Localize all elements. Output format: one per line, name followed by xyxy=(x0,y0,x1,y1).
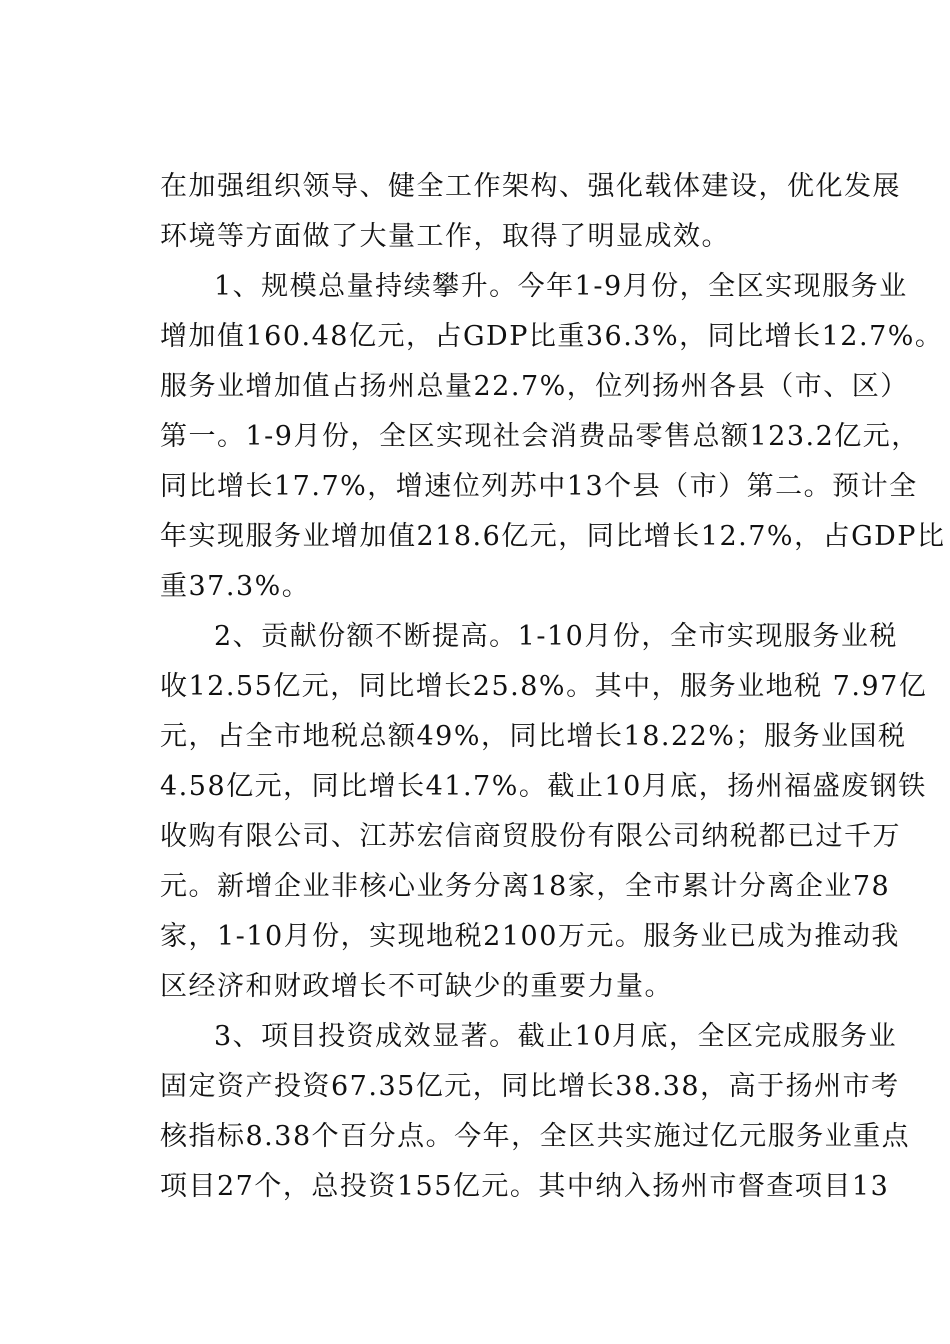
text-line: 环境等方面做了大量工作，取得了明显成效。 xyxy=(160,221,730,252)
text-line: 元，占全市地税总额49%，同比增长18.22%；服务业国税 xyxy=(160,721,907,752)
text-line: 核指标8.38个百分点。今年，全区共实施过亿元服务业重点 xyxy=(160,1121,911,1152)
text-line: 家，1-10月份，实现地税2100万元。服务业已成为推动我 xyxy=(160,921,900,952)
document-body xyxy=(160,162,946,1212)
text-line: 收购有限公司、江苏宏信商贸股份有限公司纳税都已过千万 xyxy=(160,821,901,852)
text-line: 元。新增企业非核心业务分离18家，全市累计分离企业78 xyxy=(160,871,891,902)
text-line: 第一。1-9月份，全区实现社会消费品零售总额123.2亿元， xyxy=(160,421,920,452)
text-line: 在加强组织领导、健全工作架构、强化载体建设，优化发展 xyxy=(160,171,901,202)
text-line: 4.58亿元，同比增长41.7%。截止10月底，扬州福盛废钢铁 xyxy=(160,771,927,802)
text-line: 区经济和财政增长不可缺少的重要力量。 xyxy=(160,971,673,1002)
text-line: 增加值160.48亿元，占GDP比重36.3%，同比增长12.7%。 xyxy=(160,321,944,352)
section-heading-line: 2、贡献份额不断提高。1-10月份，全市实现服务业税 xyxy=(214,621,898,652)
text-line: 同比增长17.7%，增速位列苏中13个县（市）第二。预计全 xyxy=(160,471,918,502)
text-line: 收12.55亿元，同比增长25.8%。其中，服务业地税 7.97亿 xyxy=(160,671,928,702)
text-line: 重37.3%。 xyxy=(160,571,311,602)
text-line: 服务业增加值占扬州总量22.7%，位列扬州各县（市、区） xyxy=(160,371,909,402)
text-line: 项目27个，总投资155亿元。其中纳入扬州市督查项目13 xyxy=(160,1171,890,1202)
section-heading-line: 1、规模总量持续攀升。今年1-9月份，全区实现服务业 xyxy=(214,271,908,302)
text-line: 固定资产投资67.35亿元，同比增长38.38，高于扬州市考 xyxy=(160,1071,900,1102)
section-heading-line: 3、项目投资成效显著。截止10月底，全区完成服务业 xyxy=(214,1021,898,1052)
text-line: 年实现服务业增加值218.6亿元，同比增长12.7%，占GDP比 xyxy=(160,521,946,552)
